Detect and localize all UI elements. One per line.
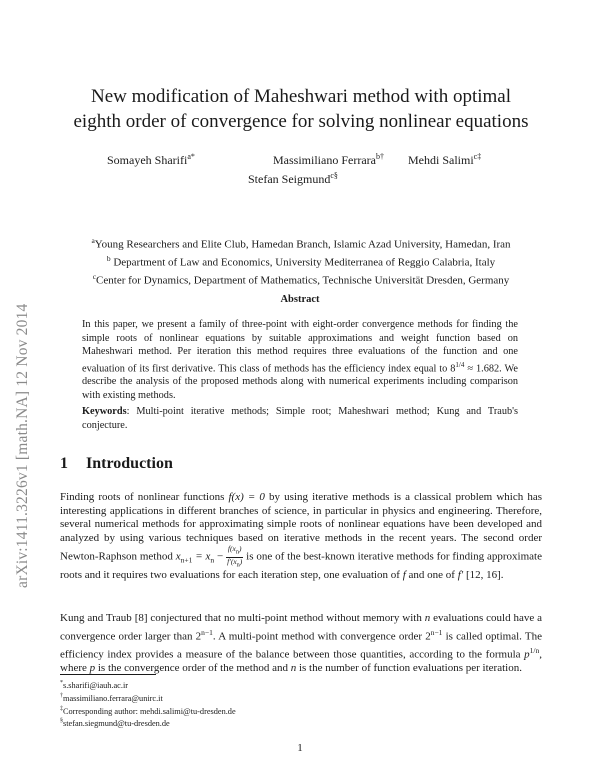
den-end: ) xyxy=(239,556,243,566)
footnote-text: massimiliano.ferrara@unirc.it xyxy=(63,693,163,703)
keywords-label: Keywords xyxy=(82,406,127,417)
para-text: . A multi-point method with convergence order 2 xyxy=(212,630,431,643)
math-fx: f(x) = 0 xyxy=(228,491,265,503)
fraction-denominator xyxy=(226,558,243,570)
para-text: is the convergence order of the method and xyxy=(95,662,291,675)
author-4 xyxy=(248,171,338,187)
affiliations xyxy=(60,234,542,288)
para-text: is one of the best-known iterative methods for finding approximate roots and it requires two evaluations for each iteration step, one evaluation of xyxy=(60,550,542,582)
para-text: and one of xyxy=(405,569,458,582)
para-text: evaluations could have a convergence order larger than 2 xyxy=(60,612,543,643)
math-sub: n+1 xyxy=(180,556,193,566)
newton-fraction xyxy=(226,545,243,569)
affiliation-mark: a xyxy=(91,236,95,245)
author-1 xyxy=(107,152,195,168)
footnote-text: s.sharifi@iauh.ac.ir xyxy=(63,680,129,690)
footnote-mark: § xyxy=(60,718,63,725)
author-name: Mehdi Salimi xyxy=(408,153,474,167)
num-sub: n xyxy=(235,548,239,556)
num-text: f(x xyxy=(227,544,236,554)
footnote-text: stefan.siegmund@tu-dresden.de xyxy=(63,719,170,729)
para-text: , where xyxy=(60,648,542,675)
affiliation-mark: b xyxy=(106,254,111,264)
math-eq: = x xyxy=(192,550,211,563)
author-mark: b† xyxy=(375,152,384,161)
math-sup: n−1 xyxy=(430,627,443,637)
author-name: Somayeh Sharifi xyxy=(107,153,188,167)
num-end: ) xyxy=(238,544,242,554)
author-mark: a* xyxy=(187,152,195,161)
footnote-mark: ‡ xyxy=(60,705,63,712)
affiliation-text: Department of Law and Economics, University Mediterranea of Reggio Calabria, Italy xyxy=(110,256,496,269)
math-n: n xyxy=(424,612,431,624)
affiliation-a xyxy=(60,234,542,252)
para-text: by using iterative methods is a classical problem which has interesting applications in different branches of science, in particular in physics and engineering. Therefore, several numerical methods for approximating simple roots of nonlinear equations have been developed and analyzed by using various techniques based on iterative methods in the recent years. The second order Newton-Raphson method xyxy=(60,491,542,563)
para-text: Finding roots of nonlinear functions xyxy=(60,491,229,503)
intro-paragraph-2 xyxy=(60,612,542,676)
abstract-exponent: 1/4 xyxy=(455,360,465,369)
den-sub: n xyxy=(236,561,240,569)
keywords-text: : Multi-point iterative methods; Simple root; Maheshwari method; Kung and Traub's conjecture. xyxy=(82,406,518,431)
math-fprime: f′ xyxy=(457,569,464,582)
para-text: Kung and Traub [8] conjectured that no multi-point method without memory with xyxy=(60,612,425,624)
footnote xyxy=(60,691,236,704)
author-mark: c§ xyxy=(330,171,338,180)
paper-title xyxy=(60,84,542,134)
affiliation-text: Center for Dynamics, Department of Mathematics, Technische Universität Dresden, Germany xyxy=(96,274,510,287)
math-p: p xyxy=(524,648,530,661)
math-p: p xyxy=(89,662,96,675)
footnote-mark: * xyxy=(60,680,63,686)
footnote-text: Corresponding author: mehdi.salimi@tu-dresden.de xyxy=(63,706,236,716)
abstract-heading: Abstract xyxy=(280,294,320,305)
para-text: is the number of function evaluations per iteration. xyxy=(296,662,522,675)
author-name: Stefan Seigmund xyxy=(248,172,331,186)
footnotes xyxy=(60,678,236,729)
footnote-rule xyxy=(60,674,156,675)
math-sub: n xyxy=(210,556,215,566)
footnote xyxy=(60,678,236,691)
abstract-body xyxy=(82,318,518,402)
keywords xyxy=(82,405,518,432)
author-3 xyxy=(408,152,481,168)
math-x: x xyxy=(175,550,181,563)
footnote xyxy=(60,704,236,717)
para-text: [12, 16]. xyxy=(463,569,504,582)
footnote-mark: † xyxy=(60,692,63,699)
section-title: Introduction xyxy=(86,455,173,472)
affiliation-text: Young Researchers and Elite Club, Hamedan Branch, Islamic Azad University, Hamedan, Iran xyxy=(94,238,511,251)
footnote xyxy=(60,716,236,729)
title-line-2: eighth order of convergence for solving nonlinear equations xyxy=(73,111,529,132)
math-n: n xyxy=(290,662,297,675)
section-number: 1 xyxy=(60,455,68,472)
para-text: is called optimal. The efficiency index provides a measure of the balance between those quantities, according to the formula xyxy=(60,630,542,661)
page-number: 1 xyxy=(297,742,303,754)
math-f: f xyxy=(402,569,406,582)
author-mark: c‡ xyxy=(473,152,482,161)
author-name: Massimiliano Ferrara xyxy=(273,153,376,167)
affiliation-mark: c xyxy=(92,272,97,282)
abstract-text-end: ≈ 1.682. We describe the analysis of the proposed methods along with numerical experiments including comparison with existing methods. xyxy=(82,362,518,401)
affiliation-b xyxy=(60,252,542,270)
author-2 xyxy=(273,152,384,168)
math-sup: 1/n xyxy=(529,645,540,655)
intro-paragraph-1 xyxy=(60,491,542,583)
arxiv-side-stamp: arXiv:1411.3226v1 [math.NA] 12 Nov 2014 xyxy=(14,303,31,588)
math-minus: − xyxy=(214,550,227,563)
den-text: f′(x xyxy=(227,556,237,566)
section-heading xyxy=(60,455,173,473)
math-sup: n−1 xyxy=(201,627,213,637)
title-line-1: New modification of Maheshwari method with optimal xyxy=(90,86,512,107)
abstract-text: In this paper, we present a family of three-point with eight-order convergence methods for finding the simple roots of nonlinear equations by suitable approximations and weight function based on Maheshwari method. Per iteration this method requires three evaluations of the function and one evaluation of its first derivative. This class of methods has the efficiency index equal to 8 xyxy=(82,319,518,374)
affiliation-c xyxy=(60,270,542,288)
